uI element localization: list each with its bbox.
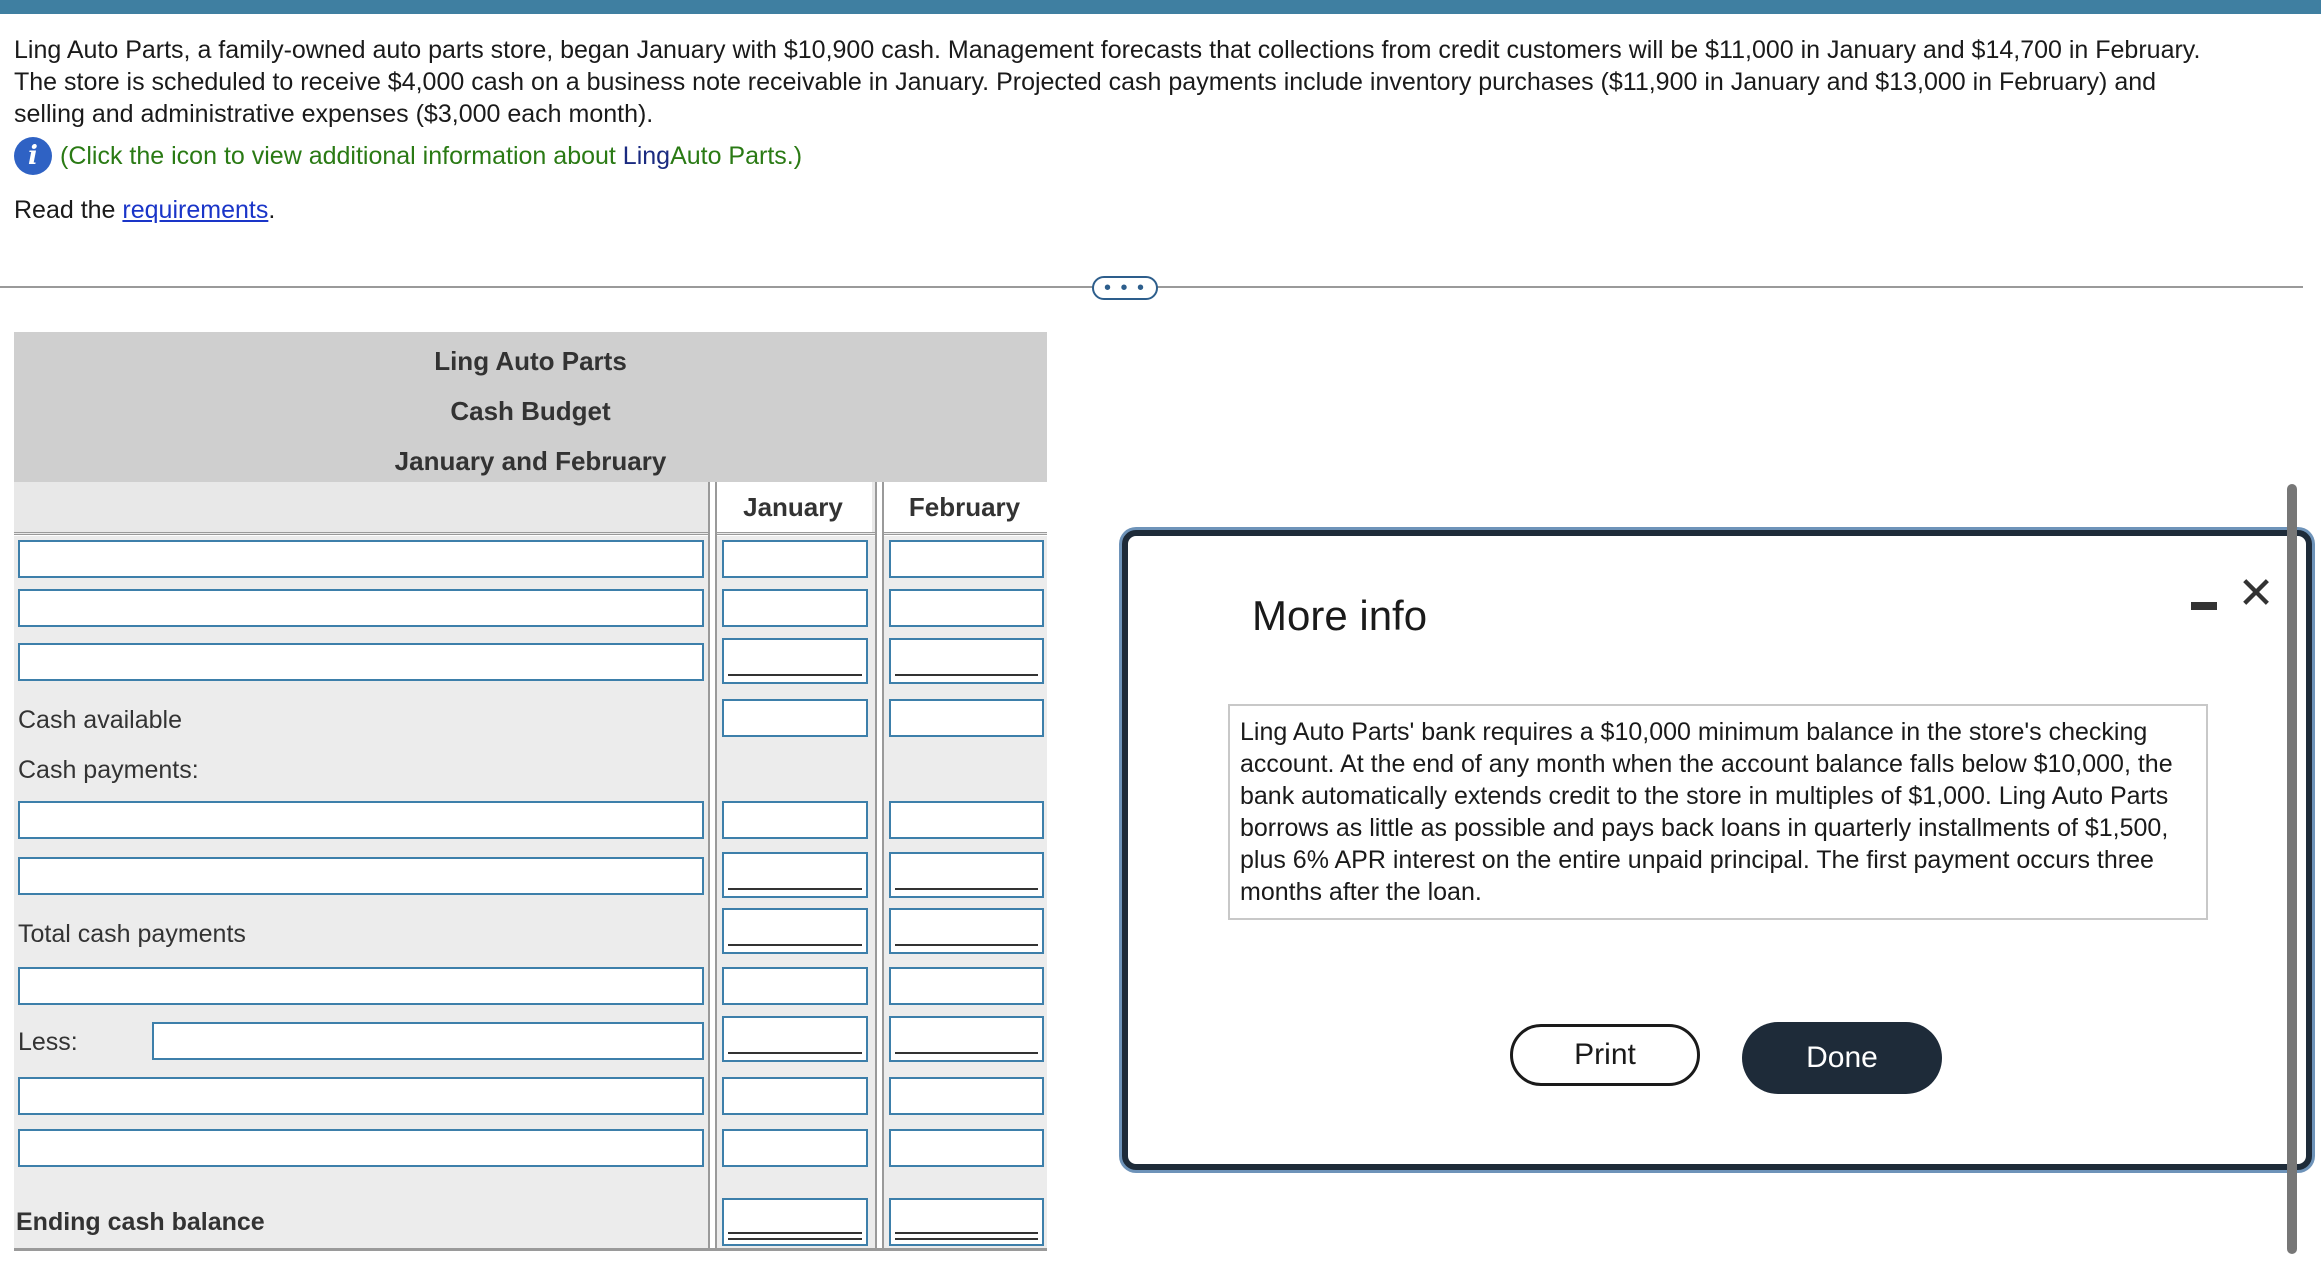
ending-cash-balance-label: Ending cash balance	[16, 1208, 265, 1236]
february-amount-input[interactable]	[889, 638, 1044, 684]
info-text	[60, 142, 802, 171]
minimize-bar	[2191, 602, 2217, 610]
february-amount-input[interactable]	[889, 589, 1044, 627]
budget-row	[14, 848, 1047, 905]
january-amount-input[interactable]	[722, 967, 868, 1005]
budget-row	[14, 1122, 1047, 1175]
info-icon[interactable]: i	[14, 137, 52, 175]
info-text-company: Ling	[622, 141, 671, 170]
january-amount-input[interactable]	[722, 589, 868, 627]
february-amount-input[interactable]	[889, 852, 1044, 898]
account-input[interactable]	[18, 967, 704, 1005]
dialog-title: More info	[1252, 592, 1428, 639]
info-line	[14, 136, 802, 176]
requirements-link[interactable]: requirements	[122, 196, 269, 224]
total-cash-payments-row	[14, 904, 1047, 961]
february-total-payments-input[interactable]	[889, 908, 1044, 954]
february-amount-input[interactable]	[889, 1016, 1044, 1062]
february-amount-input[interactable]	[889, 967, 1044, 1005]
account-input[interactable]	[18, 589, 704, 627]
account-input[interactable]	[18, 1129, 704, 1167]
budget-row	[14, 634, 1047, 691]
budget-row	[14, 960, 1047, 1013]
less-row	[14, 1012, 1047, 1071]
january-amount-input[interactable]	[722, 1016, 868, 1062]
january-amount-input[interactable]	[722, 801, 868, 839]
january-total-payments-input[interactable]	[722, 908, 868, 954]
budget-row	[14, 536, 1047, 583]
february-cash-available-input[interactable]	[889, 699, 1044, 737]
account-input[interactable]	[18, 801, 704, 839]
january-amount-input[interactable]	[722, 638, 868, 684]
january-cash-available-input[interactable]	[722, 699, 868, 737]
problem-statement: Ling Auto Parts, a family-owned auto parts store, began January with $10,900 cash. Management forecasts that collections from credit customers will be $11,000 in January and $14,700 in February. The store is scheduled to receive $4,000 cash on a business note receivable in January. Projected cash payments include inventory purchases ($11,900 in January and $13,000 in February) and selling and administrative expenses ($3,000 each month).	[14, 36, 2201, 128]
cash-payments-label: Cash payments:	[18, 756, 199, 784]
account-input[interactable]	[18, 643, 704, 681]
statement-name: Cash Budget	[450, 396, 611, 426]
column-separator	[875, 482, 884, 1248]
total-cash-payments-label: Total cash payments	[18, 920, 246, 948]
budget-header	[14, 332, 1047, 482]
account-input[interactable]	[18, 540, 704, 578]
january-amount-input[interactable]	[722, 1129, 868, 1167]
february-ending-balance-input[interactable]	[889, 1198, 1044, 1246]
column-header-row	[14, 482, 1047, 535]
cash-payments-heading-row	[14, 746, 1047, 793]
close-icon[interactable]: ✕	[2237, 569, 2275, 618]
january-amount-input[interactable]	[722, 852, 868, 898]
statement-period: January and February	[394, 446, 667, 476]
read-requirements-line	[14, 196, 275, 225]
column-header-january: January	[714, 482, 872, 532]
info-text-suffix: Auto Parts.)	[670, 141, 803, 170]
column-separator	[708, 482, 717, 1248]
less-account-input[interactable]	[152, 1022, 704, 1060]
read-suffix: .	[268, 196, 276, 224]
budget-row	[14, 1070, 1047, 1123]
ending-cash-balance-row	[14, 1174, 1047, 1251]
account-input[interactable]	[18, 857, 704, 895]
company-name: Ling Auto Parts	[434, 346, 627, 376]
top-bar	[0, 0, 2321, 14]
cash-available-label: Cash available	[18, 706, 182, 734]
february-amount-input[interactable]	[889, 801, 1044, 839]
cash-budget-worksheet	[14, 332, 1047, 1248]
january-amount-input[interactable]	[722, 540, 868, 578]
february-amount-input[interactable]	[889, 1129, 1044, 1167]
february-amount-input[interactable]	[889, 1077, 1044, 1115]
info-text-prefix: (Click the icon to view additional information about	[60, 141, 623, 170]
january-amount-input[interactable]	[722, 1077, 868, 1115]
account-input[interactable]	[18, 1077, 704, 1115]
read-prefix: Read the	[14, 196, 123, 224]
january-ending-balance-input[interactable]	[722, 1198, 868, 1246]
print-button[interactable]: Print	[1510, 1024, 1700, 1086]
minimize-icon[interactable]	[2186, 584, 2222, 620]
less-label: Less:	[18, 1028, 78, 1056]
cash-available-row	[14, 690, 1047, 747]
column-header-february: February	[882, 482, 1047, 532]
dialog-body-text: Ling Auto Parts' bank requires a $10,000 minimum balance in the store's checking account. At the end of any month when the account balance falls below $10,000, the bank automatically extends credit to the store in multiples of $1,000. Ling Auto Parts borrows as little as possible and pays back loans in quarterly installments of $1,500, plus 6% APR interest on the entire unpaid principal. The first payment occurs three months after the loan.	[1228, 704, 2208, 920]
budget-row	[14, 792, 1047, 849]
scrollbar[interactable]	[2287, 484, 2297, 1254]
budget-row	[14, 582, 1047, 635]
expand-button[interactable]: • • •	[1092, 276, 1158, 300]
february-amount-input[interactable]	[889, 540, 1044, 578]
done-button[interactable]: Done	[1742, 1022, 1942, 1094]
more-info-dialog	[1122, 530, 2312, 1170]
